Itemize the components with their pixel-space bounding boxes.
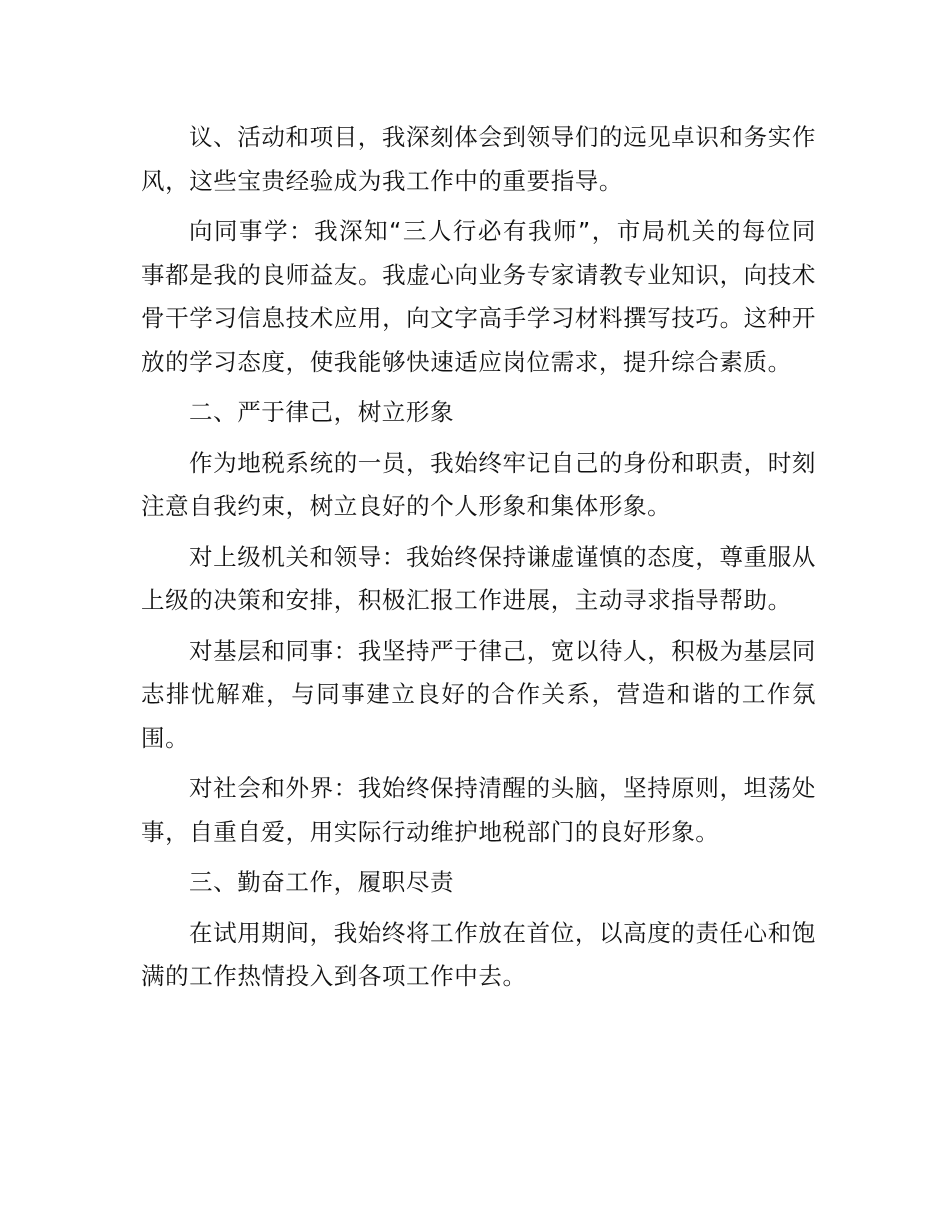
paragraph-probation-period: 在试用期间，我始终将工作放在首位，以高度的责任心和饱满的工作热情投入到各项工作中去。 (141, 918, 816, 990)
section-heading-diligent-work: 三、勤奋工作，履职尽责 (189, 868, 455, 896)
paragraph-superiors: 对上级机关和领导：我始终保持谦虚谨慎的态度，尊重服从上级的决策和安排，积极汇报工作进展，主动寻求指导帮助。 (141, 542, 816, 614)
document-body (141, 116, 816, 1006)
section-heading-self-discipline: 二、严于律己，树立形象 (189, 398, 455, 426)
paragraph-grassroots-colleagues: 对基层和同事：我坚持严于律己，宽以待人，积极为基层同志排忧解难，与同事建立良好的合作关系，营造和谐的工作氛围。 (141, 636, 816, 752)
paragraph-leadership-learning: 议、活动和项目，我深刻体会到领导们的远见卓识和务实作风，这些宝贵经验成为我工作中的重要指导。 (141, 123, 816, 195)
paragraph-tax-system-member: 作为地税系统的一员，我始终牢记自己的身份和职责，时刻注意自我约束，树立良好的个人形象和集体形象。 (141, 448, 816, 520)
paragraph-society: 对社会和外界：我始终保持清醒的头脑，坚持原则，坦荡处事，自重自爱，用实际行动维护地税部门的良好形象。 (141, 774, 816, 846)
paragraph-learn-from-colleagues: 向同事学：我深知“三人行必有我师”，市局机关的每位同事都是我的良师益友。我虚心向业务专家请教专业知识，向技术骨干学习信息技术应用，向文字高手学习材料撰写技巧。这种开放的学习态度，使我能够快速适应岗位需求，提升综合素质。 (141, 217, 816, 376)
